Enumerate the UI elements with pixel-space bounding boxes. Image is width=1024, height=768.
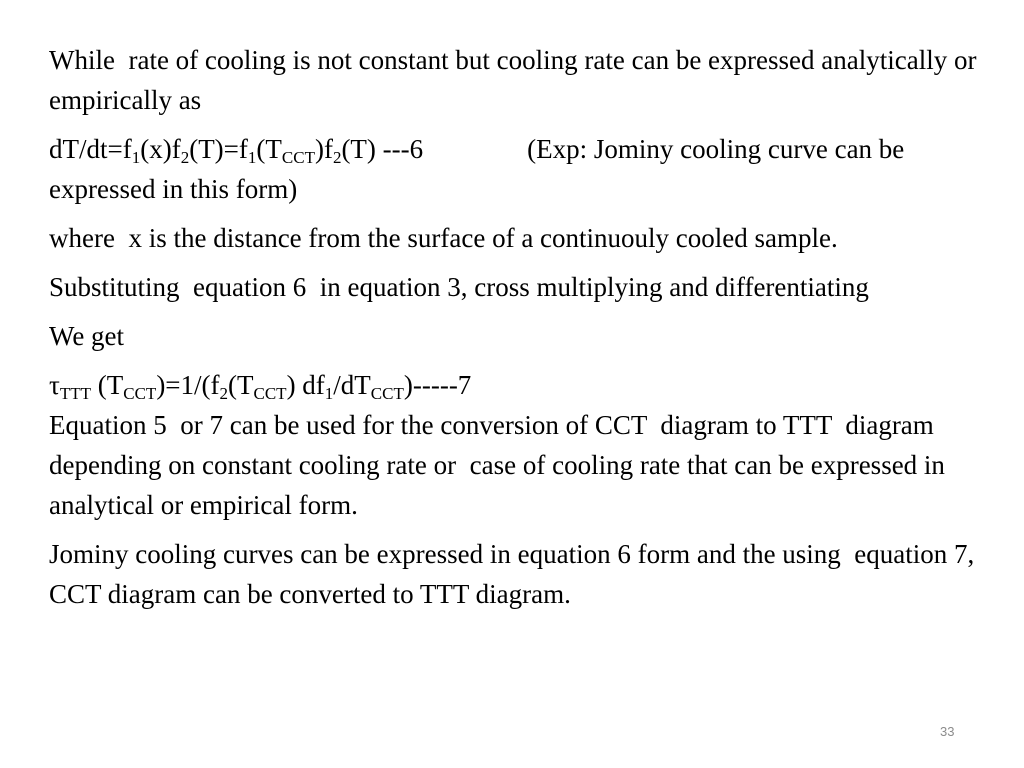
eq6-part: dT/dt=f (49, 134, 132, 164)
eq7-part: )=1/(f (156, 370, 220, 400)
eq7-part: )-----7 (403, 370, 472, 400)
eq7-part: /dT (333, 370, 371, 400)
eq6-subscript: 2 (332, 148, 342, 167)
eq7-part: (T (91, 370, 124, 400)
eq6-part: )f (314, 134, 333, 164)
eq7-subscript: TTT (59, 384, 92, 403)
eq7-subscript: CCT (370, 384, 404, 403)
eq6-subscript: 1 (131, 148, 141, 167)
paragraph-cooling-rate: While rate of cooling is not constant but cooling rate can be expressed analytically or empirically as (49, 45, 984, 115)
eq6-part: (T)=f (189, 134, 248, 164)
equation-7-paragraph (49, 365, 999, 405)
equation-6-paragraph (49, 129, 999, 209)
paragraph-we-get: We get (49, 321, 125, 351)
eq7-subscript: CCT (123, 384, 157, 403)
eq7-subscript: CCT (253, 384, 287, 403)
paragraph-conversion: Equation 5 or 7 can be used for the conversion of CCT diagram to TTT diagram depending on constant cooling rate or case of cooling rate that can be expressed in analytical or empirical form. (49, 410, 952, 520)
paragraph-where-x: where x is the distance from the surface of a continuouly cooled sample. (49, 223, 838, 253)
eq7-part: ) df (286, 370, 325, 400)
eq7-subscript: 1 (324, 384, 334, 403)
eq7-part: τ (49, 370, 60, 400)
eq6-subscript: 2 (180, 148, 190, 167)
eq7-subscript: 2 (219, 384, 229, 403)
eq7-part: (T (228, 370, 254, 400)
page-number: 33 (940, 724, 955, 739)
slide-content (49, 40, 999, 623)
eq6-part: (T) ---6 (341, 134, 424, 164)
eq6-part: (x)f (140, 134, 181, 164)
eq6-subscript: CCT (281, 148, 315, 167)
eq6-subscript: 1 (247, 148, 257, 167)
paragraph-substituting: Substituting equation 6 in equation 3, cross multiplying and differentiating (49, 272, 869, 302)
eq6-note: (Exp: Jominy cooling curve can be expressed in this form) (49, 134, 912, 204)
eq6-part: (T (256, 134, 282, 164)
paragraph-jominy: Jominy cooling curves can be expressed in equation 6 form and the using equation 7, CCT diagram can be converted to TTT diagram. (49, 539, 982, 609)
